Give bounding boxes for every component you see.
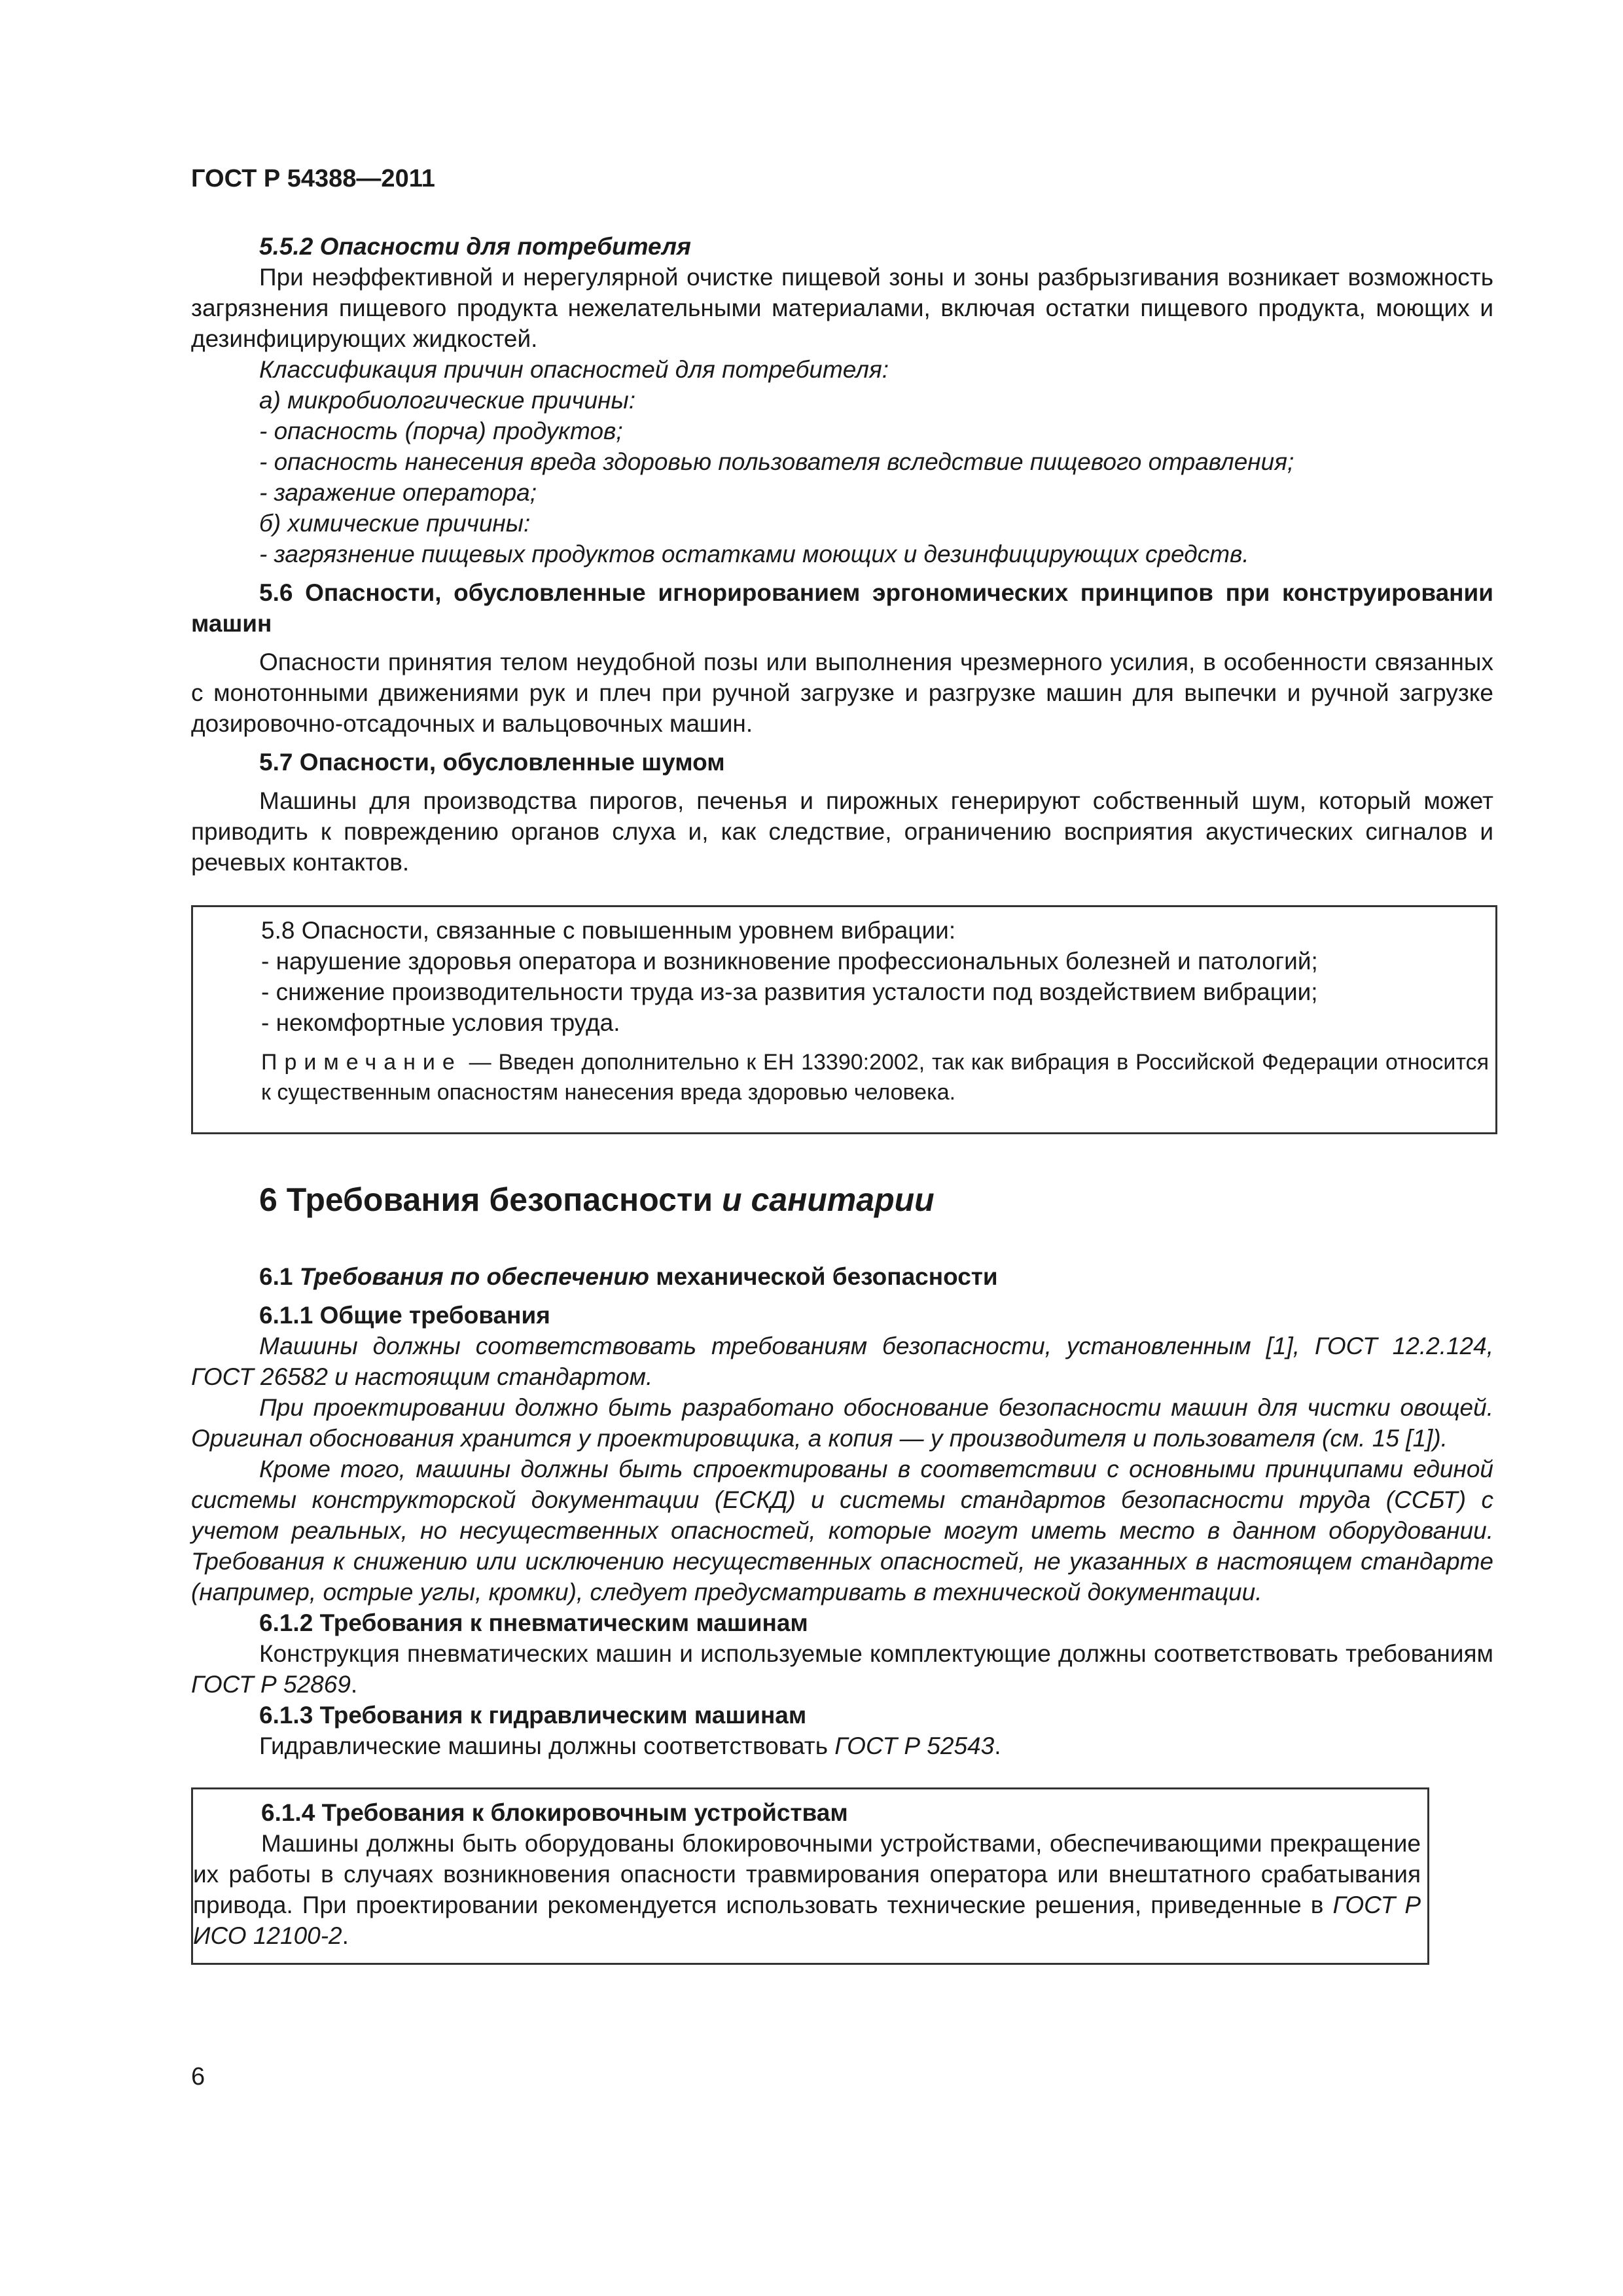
list-item: - заражение оператора; xyxy=(259,479,537,506)
section-6-1-3-title: 6.1.3 Требования к гидравлическим машинам xyxy=(259,1702,807,1729)
list-heading-a: а) микробиологические причины: xyxy=(259,387,635,414)
period: . xyxy=(994,1732,1001,1759)
list-heading-b: б) химические причины: xyxy=(259,510,531,537)
section-6-1-3-paragraph xyxy=(191,1731,1493,1761)
section-5-6-paragraph: Опасности принятия телом неудобной позы или выполнения чрезмерного усилия, в особенности связанных с монотонными движениями рук и плеч при ручной загрузке и разгрузке машин для выпечки и ручной загрузке дозировочно-отсадочных и вальцовочных машин. xyxy=(191,649,1493,737)
classification-intro: Классификация причин опасностей для потребителя: xyxy=(259,356,889,383)
section-6-1-2-paragraph xyxy=(191,1638,1493,1700)
standard-reference: ГОСТ Р ИСО 12100-2 xyxy=(193,1892,1421,1949)
section-6-1-1-title: 6.1.1 Общие требования xyxy=(259,1302,550,1329)
section-6-1-4-title: 6.1.4 Требования к блокировочным устройствам xyxy=(261,1799,848,1826)
note-label: Примечание xyxy=(261,1050,462,1075)
section-6-1-1-paragraph-2: При проектировании должно быть разработано обоснование безопасности машин для чистки овощей. Оригинал обоснования хранится у проектировщика, а копия — у производителя и пользователя (см. 15 [1]). xyxy=(191,1394,1493,1452)
list-item: - снижение производительности труда из-за развития усталости под воздействием вибрации; xyxy=(261,978,1318,1005)
section-6-1-4-box xyxy=(191,1787,1429,1965)
section-6-1-title-italic: Требования по обеспечению xyxy=(299,1263,649,1290)
section-6-1-4-text: Машины должны быть оборудованы блокировочными устройствами, обеспечивающими прекращение их работы в случаях возникновения опасности травмирования оператора или внештатного срабатывания привода. При проектировании рекомендуется использовать технические решения, приведенные в xyxy=(193,1830,1421,1918)
period: . xyxy=(350,1671,358,1698)
list-item: - опасность нанесения вреда здоровью пользователя вследствие пищевого отравления; xyxy=(259,448,1294,475)
section-5-7-title: 5.7 Опасности, обусловленные шумом xyxy=(259,749,725,776)
section-5-6-title: 5.6 Опасности, обусловленные игнорированием эргономических принципов при конструировании машин xyxy=(191,579,1493,637)
section-6-1-4-paragraph xyxy=(193,1828,1427,1951)
section-6-1-number: 6.1 xyxy=(259,1263,300,1290)
section-5-8-note xyxy=(193,1047,1495,1107)
section-6-title-plain: 6 Требования безопасности xyxy=(259,1181,722,1218)
period: . xyxy=(342,1922,349,1949)
page-content xyxy=(191,231,1493,1965)
note-text: — Введен дополнительно к ЕН 13390:2002, так как вибрация в Российской Федерации относится к существенным опасностям нанесения вреда здоровью человека. xyxy=(261,1050,1489,1105)
section-5-7-paragraph: Машины для производства пирогов, печенья и пирожных генерируют собственный шум, который может приводить к повреждению органов слуха и, как следствие, ограничению восприятия акустических сигналов и речевых контактов. xyxy=(191,787,1493,876)
section-5-5-2-paragraph: При неэффективной и нерегулярной очистке пищевой зоны и зоны разбрызгивания возникает возможность загрязнения пищевого продукта нежелательными материалами, включая остатки пищевого продукта, моющих и дезинфицирующих жидкостей. xyxy=(191,264,1493,352)
section-5-8-title: 5.8 Опасности, связанные с повышенным уровнем вибрации: xyxy=(261,917,956,944)
list-item: - опасность (порча) продуктов; xyxy=(259,418,623,444)
standard-reference: ГОСТ Р 52543 xyxy=(834,1732,995,1759)
section-6-1-3-text: Гидравлические машины должны соответствовать xyxy=(259,1732,835,1759)
section-6-1-2-text: Конструкция пневматических машин и используемые комплектующие должны соответствовать требованиям xyxy=(259,1640,1493,1667)
document-header: ГОСТ Р 54388—2011 xyxy=(191,165,435,192)
section-6-1-title-rest: механической безопасности xyxy=(649,1263,998,1290)
standard-reference: ГОСТ Р 52869 xyxy=(191,1671,351,1698)
section-5-5-2-title: 5.5.2 Опасности для потребителя xyxy=(259,233,691,260)
list-item: - загрязнение пищевых продуктов остатками моющих и дезинфицирующих средств. xyxy=(259,541,1249,567)
section-6-title-italic: и санитарии xyxy=(722,1181,935,1218)
page-number: 6 xyxy=(191,2063,205,2090)
section-6-1-2-title: 6.1.2 Требования к пневматическим машинам xyxy=(259,1609,808,1636)
section-6-1-title xyxy=(191,1261,1493,1292)
section-5-8-box xyxy=(191,905,1497,1134)
section-6-1-1-paragraph-3: Кроме того, машины должны быть спроектированы в соответствии с основными принципами единой системы конструкторской документации (ЕСКД) и системы стандартов безопасности труда (ССБТ) с учетом реальных, но несущественных опасностей, которые могут иметь место в данном оборудовании. Требования к снижению или исключению несущественных опасностей, не указанных в настоящем стандарте (например, острые углы, кромки), следует предусматривать в технической документации. xyxy=(191,1456,1493,1605)
list-item: - нарушение здоровья оператора и возникновение профессиональных болезней и патологий; xyxy=(261,948,1318,975)
section-6-1-1-paragraph-1: Машины должны соответствовать требованиям безопасности, установленным [1], ГОСТ 12.2.124, ГОСТ 26582 и настоящим стандартом. xyxy=(191,1333,1493,1390)
list-item: - некомфортные условия труда. xyxy=(261,1009,620,1036)
section-6-title xyxy=(191,1180,1493,1219)
